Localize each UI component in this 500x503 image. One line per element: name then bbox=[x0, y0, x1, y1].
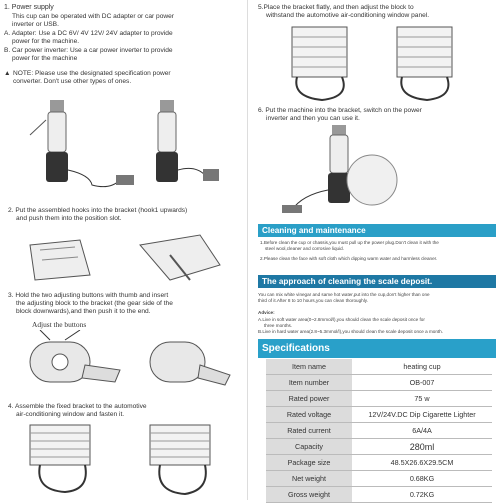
step6-line: 6. Put the machine into the bracket, switch on the power bbox=[258, 107, 422, 114]
adjust-block-illustration bbox=[20, 330, 240, 390]
step1-b-line: B. Car power inverter: Use a car power inverter to provide bbox=[4, 47, 173, 54]
warning-icon: ▲ bbox=[4, 70, 11, 77]
cleaning-line: 1.Before clean the cup or chassis,you must pull up the power plug.Don't clean it with the bbox=[260, 240, 439, 245]
cleaning-line: steel wool,cleaner and corrosive liquid. bbox=[265, 246, 344, 251]
spec-key: Package size bbox=[266, 455, 352, 471]
note-line: converter. Don't use other types of ones. bbox=[13, 78, 132, 85]
spec-value: 12V/24V.DC Dip Cigarette Lighter bbox=[352, 407, 492, 423]
spec-value: 0.72KG bbox=[352, 487, 492, 503]
scale-deposit-header: The approach of cleaning the scale deposit. bbox=[258, 275, 496, 288]
spec-key: Rated current bbox=[266, 423, 352, 439]
step4-line: air-conditioning window and fasten it. bbox=[16, 411, 125, 418]
spec-key: Item number bbox=[266, 375, 352, 391]
spec-key: Rated voltage bbox=[266, 407, 352, 423]
specifications-header: Specifications bbox=[258, 339, 496, 358]
right-column bbox=[252, 0, 500, 500]
table-row bbox=[266, 471, 492, 487]
scale-line: third of it.After 8 to 10 hours,you can clean thoroughly. bbox=[258, 298, 368, 303]
step1-line: This cup can be operated with DC adapter or car power bbox=[12, 13, 174, 20]
table-row bbox=[266, 407, 492, 423]
spec-value: 0.68KG bbox=[352, 471, 492, 487]
step2-line: and push them into the position slot. bbox=[16, 215, 122, 222]
step3-line: 3. Hold the two adjusting buttons with thumb and insert bbox=[8, 292, 169, 299]
spec-value: OB-007 bbox=[352, 375, 492, 391]
advice-line: A.Live in soft water area(0~2.8mmol/l),you should clean the scale deposit once for bbox=[258, 317, 425, 322]
table-row bbox=[266, 487, 492, 503]
advice-title: Advice: bbox=[258, 310, 275, 315]
step4-line: 4. Assemble the fixed bracket to the automotive bbox=[8, 403, 147, 410]
cleaning-line: 2.Please clean the face with soft cloth which dipping warm water and harmless cleaner. bbox=[260, 256, 438, 261]
scale-line: You can mix white vinegar and same hot water,put into the cup,don't higher than one bbox=[258, 292, 430, 297]
note-line: NOTE: Please use the designated specification power bbox=[13, 70, 171, 77]
hooks-illustration bbox=[20, 225, 240, 285]
bracket-flat-illustration bbox=[272, 22, 482, 102]
table-row bbox=[266, 359, 492, 375]
spec-key: Gross weight bbox=[266, 487, 352, 503]
table-row bbox=[266, 439, 492, 455]
spec-key: Item name bbox=[266, 359, 352, 375]
table-row bbox=[266, 375, 492, 391]
advice-line: B.Live in hard water area(2.8~5.3mmol/l),you should clean the scale deposit once a month. bbox=[258, 329, 444, 334]
left-column bbox=[0, 0, 245, 500]
spec-value: heating cup bbox=[352, 359, 492, 375]
step1-title: 1. Power supply bbox=[4, 4, 54, 11]
column-divider bbox=[247, 0, 248, 500]
air-vent-illustration bbox=[20, 420, 240, 498]
spec-value: 48.5X26.6X29.5CM bbox=[352, 455, 492, 471]
advice-line: three months. bbox=[264, 323, 293, 328]
step2-line: 2. Put the assembled hooks into the bracket (hook1 upwards) bbox=[8, 207, 188, 214]
step1-a-line: A. Adapter: Use a DC 6V/ 4V 12V/ 24V adapter to provide bbox=[4, 30, 173, 37]
spec-value: 280ml bbox=[352, 439, 492, 455]
step5-line: withstand the automotive air-conditioning window panel. bbox=[266, 12, 430, 19]
table-row bbox=[266, 455, 492, 471]
cleaning-header: Cleaning and maintenance bbox=[258, 224, 496, 237]
step1-b-line: power for the machine bbox=[12, 55, 78, 62]
step6-line: inverter and then you can use it. bbox=[266, 115, 360, 122]
table-row bbox=[266, 391, 492, 407]
table-row bbox=[266, 423, 492, 439]
step5-line: 5.Place the bracket flatly, and then adjust the block to bbox=[258, 4, 414, 11]
step1-a-line: power for the machine. bbox=[12, 38, 80, 45]
adjust-buttons-callout: Adjust the buttons bbox=[32, 320, 87, 329]
spec-key: Capacity bbox=[266, 439, 352, 455]
spec-value: 75 w bbox=[352, 391, 492, 407]
power-supply-illustration bbox=[20, 95, 240, 195]
spec-key: Net weight bbox=[266, 471, 352, 487]
spec-key: Rated power bbox=[266, 391, 352, 407]
specifications-table bbox=[266, 359, 492, 503]
machine-in-bracket-illustration bbox=[272, 125, 482, 215]
spec-value: 6A/4A bbox=[352, 423, 492, 439]
step3-line: block downwards),and then push it to the end. bbox=[16, 308, 151, 315]
step1-line: inverter or USB. bbox=[12, 21, 59, 28]
step3-line: the adjusting block to the bracket (the gear side of the bbox=[16, 300, 173, 307]
